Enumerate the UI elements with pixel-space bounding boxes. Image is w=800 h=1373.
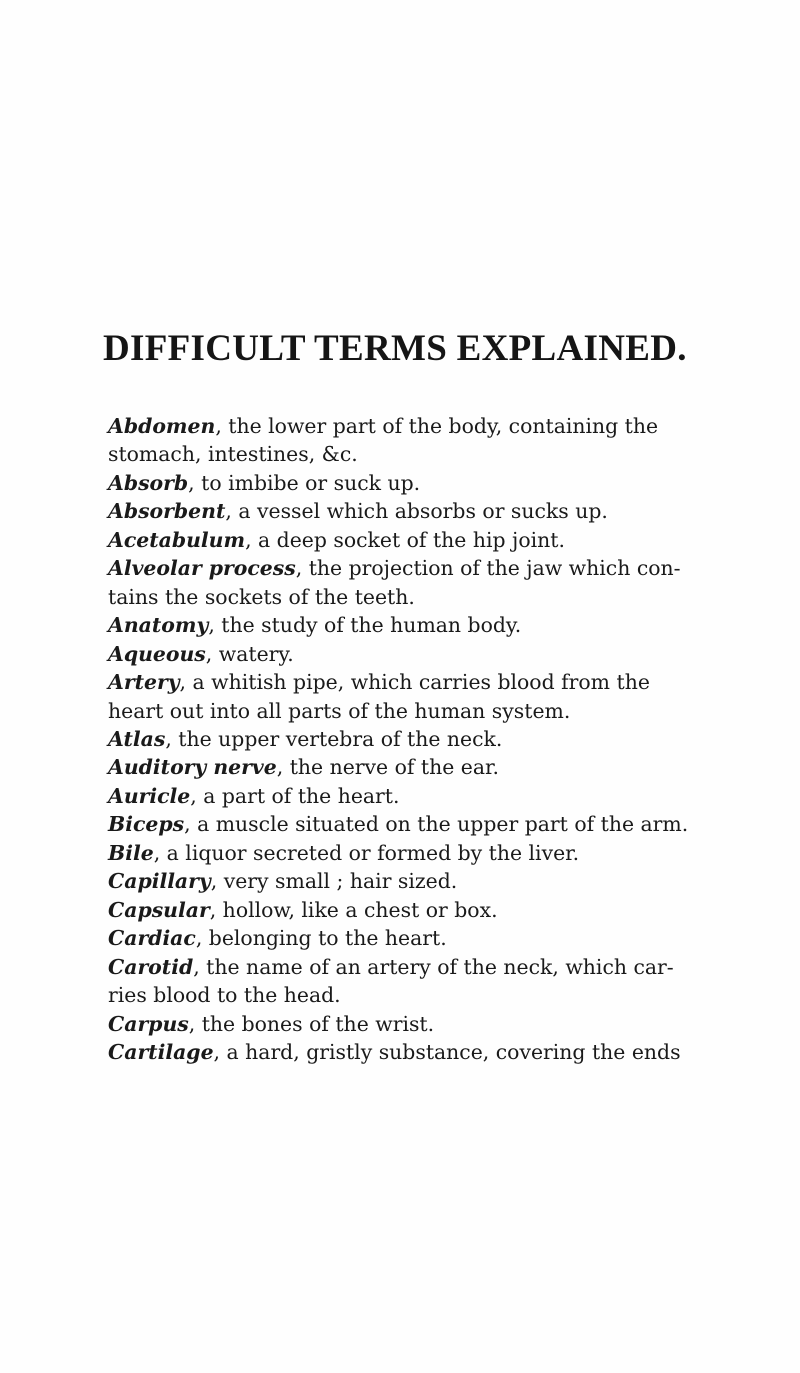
glossary-definition: heart out into all parts of the human system. (108, 698, 571, 723)
glossary-term: Abdomen (108, 414, 216, 438)
glossary-entry (108, 1038, 718, 1066)
glossary-term: Acetabulum (108, 527, 246, 552)
glossary-definition: , the bones of the wrist. (188, 1011, 435, 1036)
glossary-entry (108, 554, 718, 611)
glossary-entry (108, 896, 718, 924)
glossary-term: Artery (108, 670, 180, 695)
glossary-definition: , the name of an artery of the neck, which car- (193, 954, 674, 979)
glossary-term: Alveolar process (108, 556, 296, 581)
glossary-term: Bile (108, 840, 154, 865)
glossary-term: Capsular (108, 897, 210, 922)
glossary-entry (108, 497, 718, 525)
glossary-definition: , a deep socket of the hip joint. (245, 527, 565, 552)
glossary-entry (108, 611, 718, 639)
glossary-entry (108, 810, 718, 838)
glossary-definition: , the lower part of the body, containing the (215, 414, 659, 438)
entry-line (108, 867, 718, 895)
glossary-definition: , the projection of the jaw which con- (295, 556, 681, 581)
entry-line (108, 583, 718, 611)
glossary-entry (108, 412, 718, 469)
glossary-definition: , hollow, like a chest or box. (209, 897, 498, 922)
glossary-definition: , a whitish pipe, which carries blood from the (179, 670, 650, 695)
glossary-definition: , a part of the heart. (190, 783, 400, 808)
glossary-definition: , a liquor secreted or formed by the liver. (153, 840, 580, 865)
glossary-entry (108, 953, 718, 1010)
glossary-term: Cartilage (108, 1039, 214, 1064)
entry-line (108, 412, 718, 440)
glossary-entry (108, 469, 718, 497)
glossary-definition: , a muscle situated on the upper part of the arm. (184, 812, 689, 837)
glossary-entry (108, 782, 718, 810)
glossary-entry (108, 924, 718, 952)
glossary-term: Absorbent (108, 499, 226, 524)
glossary-definition: stomach, intestines, &c. (108, 442, 358, 467)
entry-line (108, 469, 718, 497)
glossary-definition: tains the sockets of the teeth. (108, 584, 415, 609)
entry-line (108, 697, 718, 725)
entry-line (108, 1010, 718, 1038)
entry-line (108, 640, 718, 668)
glossary-entry (108, 867, 718, 895)
entry-line (108, 782, 718, 810)
glossary-definition: , very small ; hair sized. (210, 869, 458, 894)
glossary-term: Auditory nerve (108, 755, 277, 780)
glossary-definition: , watery. (205, 641, 294, 666)
glossary-term: Cardiac (108, 926, 196, 951)
glossary-entry (108, 1010, 718, 1038)
entry-line (108, 924, 718, 952)
glossary-entry (108, 753, 718, 781)
glossary-term: Carpus (108, 1011, 189, 1036)
glossary-entry (108, 725, 718, 753)
entry-line (108, 526, 718, 554)
glossary-term: Biceps (108, 812, 185, 837)
glossary-term: Aqueous (108, 641, 206, 666)
entry-line (108, 1038, 718, 1066)
glossary-list (108, 412, 718, 1066)
entry-line (108, 497, 718, 525)
glossary-definition: , a vessel which absorbs or sucks up. (225, 499, 608, 524)
glossary-entry (108, 640, 718, 668)
glossary-definition: , the study of the human body. (208, 613, 522, 638)
entry-line (108, 753, 718, 781)
glossary-term: Atlas (108, 726, 166, 751)
glossary-term: Carotid (108, 954, 194, 979)
entry-line (108, 440, 718, 468)
glossary-definition: , to imbibe or suck up. (188, 470, 421, 495)
entry-line (108, 896, 718, 924)
glossary-definition: , the nerve of the ear. (276, 755, 499, 780)
glossary-definition: , the upper vertebra of the neck. (165, 726, 503, 751)
glossary-definition: ries blood to the head. (108, 983, 341, 1008)
glossary-term: Absorb (108, 470, 189, 495)
glossary-term: Auricle (108, 783, 191, 808)
entry-line (108, 725, 718, 753)
entry-line (108, 611, 718, 639)
glossary-term: Anatomy (108, 613, 209, 638)
glossary-entry (108, 839, 718, 867)
entry-line (108, 981, 718, 1009)
entry-line (108, 810, 718, 838)
page-title: DIFFICULT TERMS EXPLAINED. (103, 328, 687, 369)
entry-line (108, 953, 718, 981)
glossary-definition: , a hard, gristly substance, covering the ends (213, 1039, 681, 1064)
entry-line (108, 839, 718, 867)
glossary-definition: , belonging to the heart. (195, 926, 447, 951)
glossary-entry (108, 526, 718, 554)
glossary-entry (108, 668, 718, 725)
entry-line (108, 668, 718, 696)
entry-line (108, 554, 718, 582)
glossary-term: Capillary (108, 869, 211, 894)
